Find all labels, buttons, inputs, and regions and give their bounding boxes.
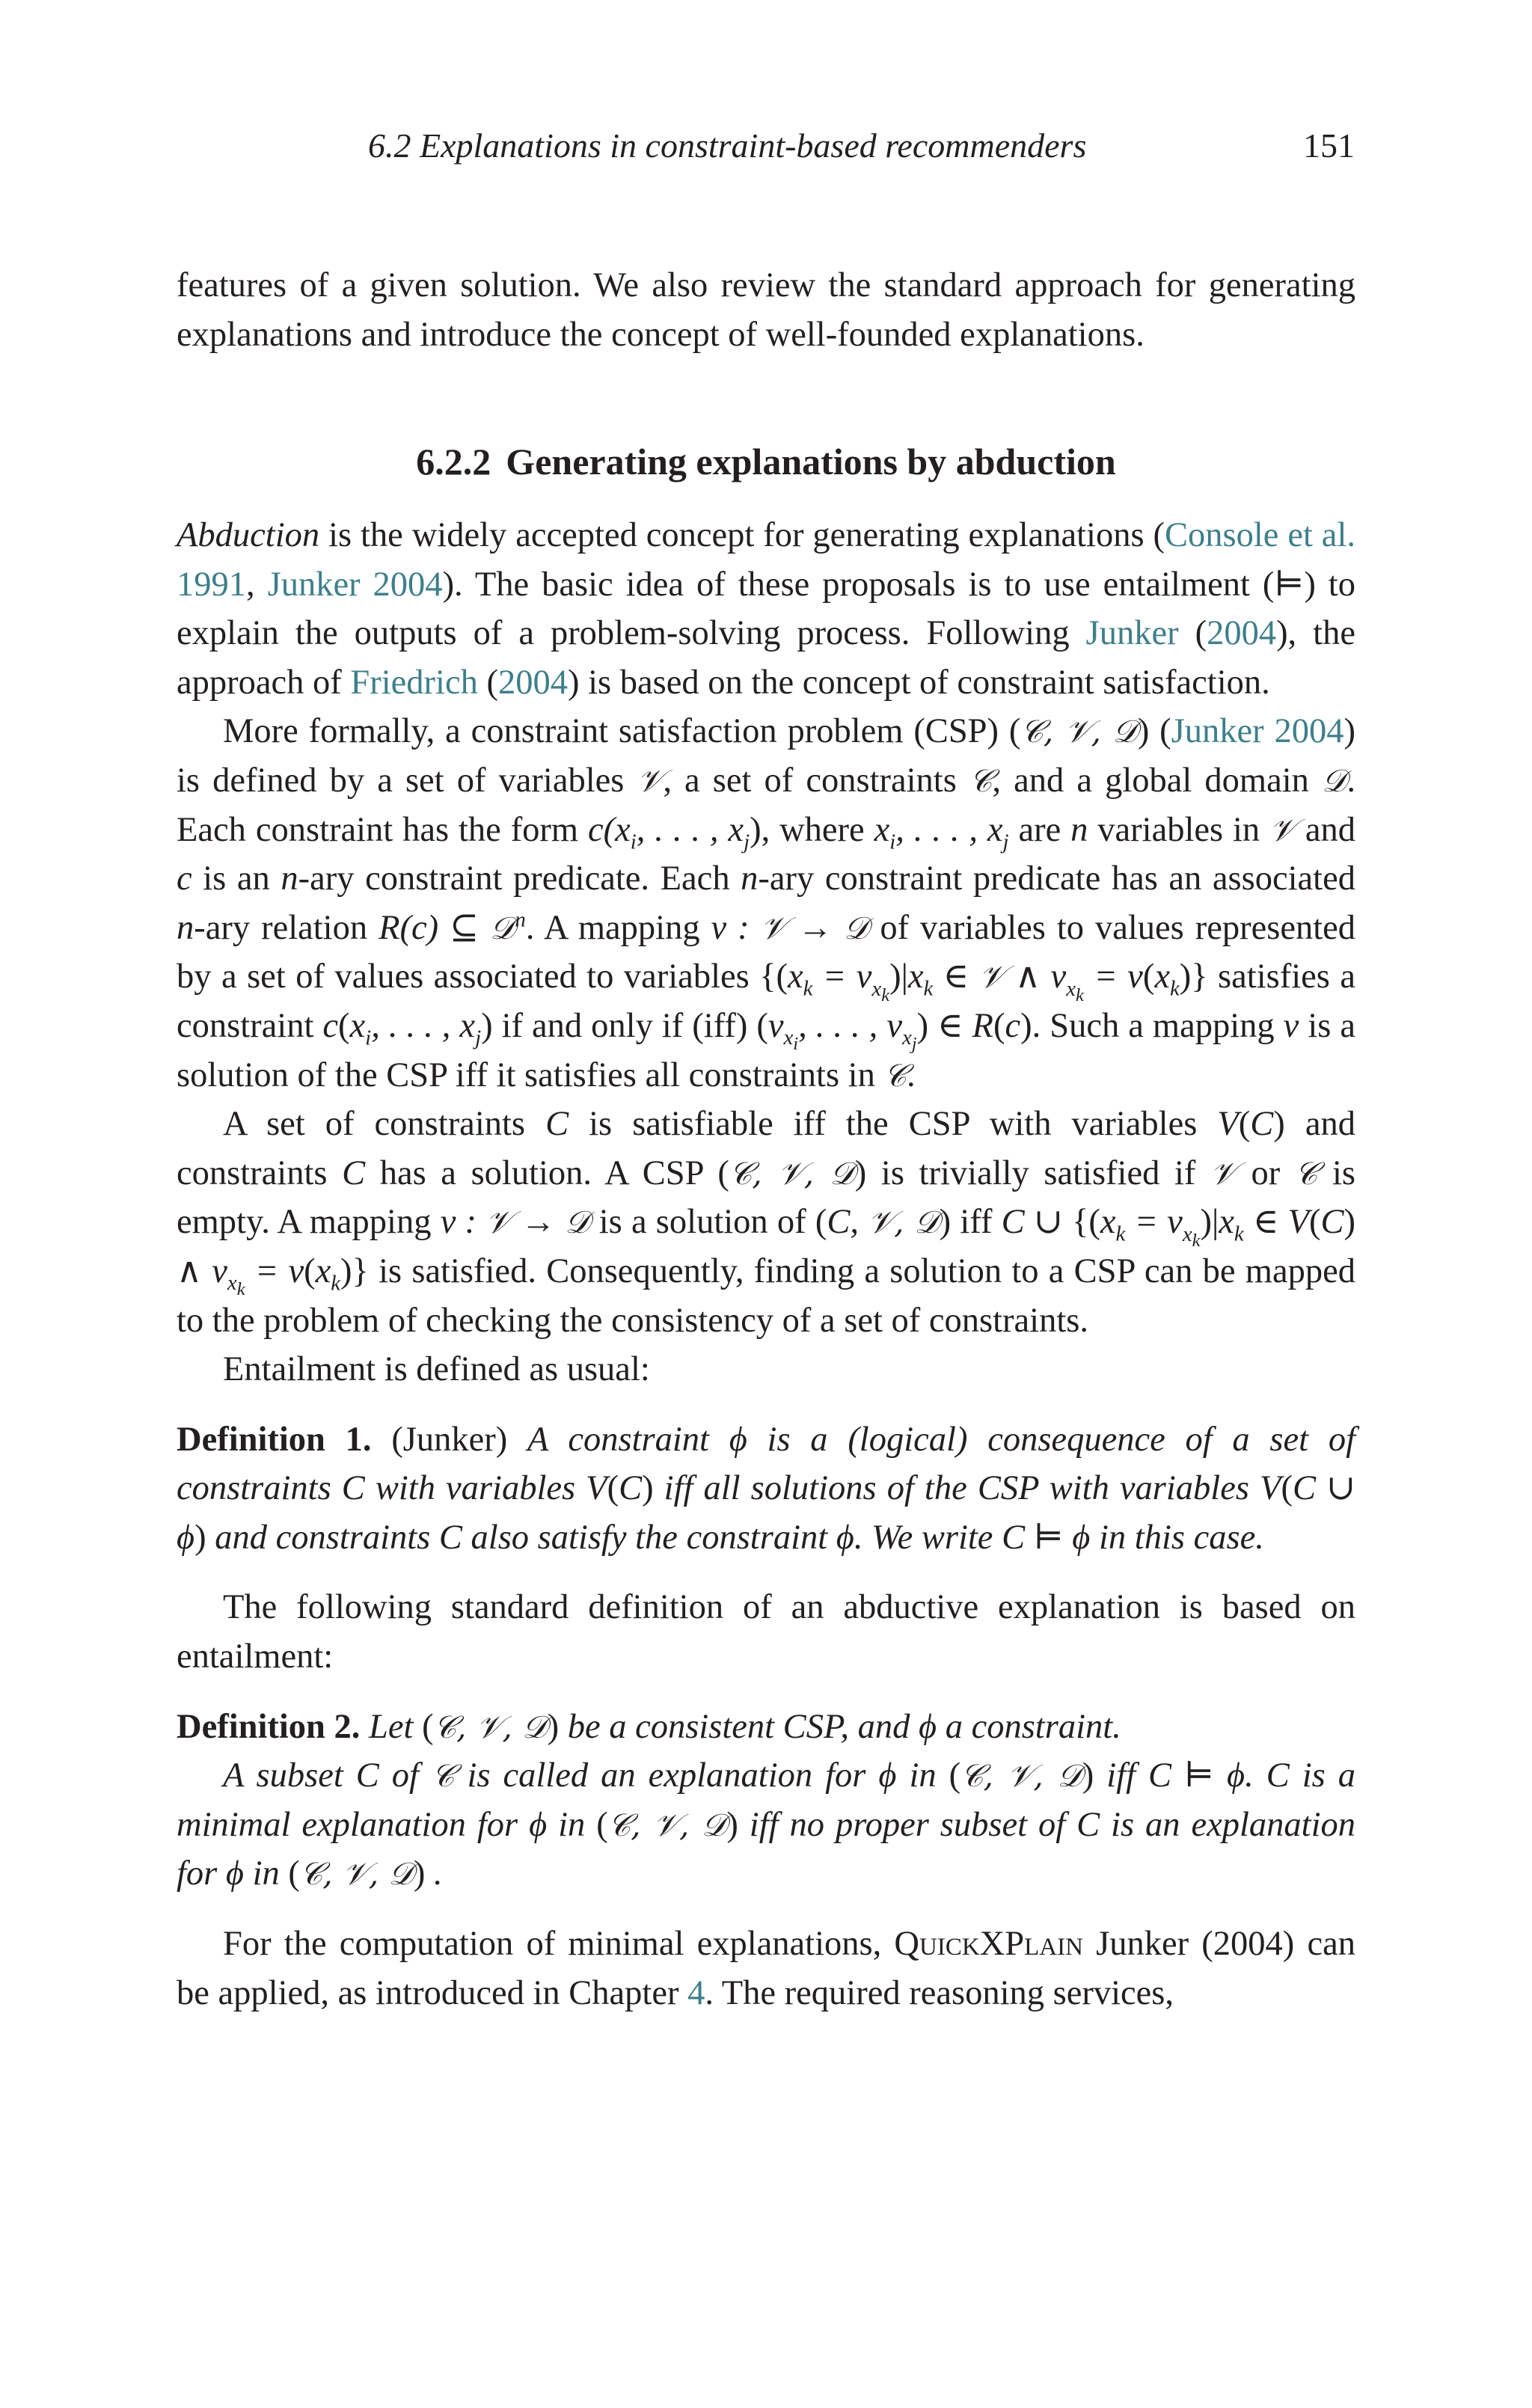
citation-link[interactable]: Junker 2004 <box>1171 712 1344 751</box>
paragraph-entailment: Entailment is defined as usual: <box>223 1350 650 1389</box>
text-run: are <box>1008 810 1071 849</box>
math: $c(x_i$, . . . , $x_j$ <box>588 810 750 854</box>
math: v : 𝒱 → 𝒟 <box>440 1203 590 1242</box>
running-title: 6.2 Explanations in constraint-based recommenders <box>368 126 1087 165</box>
text-run: is an <box>192 860 281 898</box>
math: 𝒱 <box>637 762 664 799</box>
citation-link[interactable]: Junker 2004 <box>267 565 443 604</box>
citation-link[interactable]: 2004 <box>497 663 568 702</box>
math: n <box>741 860 759 898</box>
text-run: -ary relation <box>194 908 379 947</box>
paragraph-abductive-explanation: The following standard definition of an abductive explanation is based on entailment: <box>177 1588 1355 1676</box>
citation-link[interactable]: Junker <box>1085 614 1179 653</box>
text-run: -ary constraint predicate. Each <box>298 860 741 898</box>
math: c <box>177 860 192 898</box>
text-run: ), where <box>750 810 874 849</box>
term-abduction: Abduction <box>177 516 320 554</box>
math: C <box>545 1105 569 1144</box>
page-number: 151 <box>1303 126 1355 165</box>
text-run: if and only if (iff) <box>492 1006 757 1045</box>
text-run: . Each constraint has the form <box>177 761 1355 849</box>
paragraph-quickxplain <box>177 1920 1355 2018</box>
text-run: and constraints <box>177 1105 1355 1192</box>
text-run: is empty. A mapping <box>177 1154 1355 1242</box>
math: 𝒱 <box>1269 811 1296 848</box>
definition-2-body: A subset C of 𝒞 is called an explanation for ϕ in (𝒞, 𝒱, 𝒟) iff C ⊨ ϕ. C is a minimal explanation for ϕ in (𝒞, 𝒱, 𝒟) iff no proper subset of C is an explanation for ϕ in (𝒞, 𝒱, 𝒟) . <box>177 1756 1355 1893</box>
text-run: . Such a mapping <box>1032 1006 1284 1045</box>
text-run: is satisfied. Consequently, finding a solution to a CSP can be mapped to the problem of checking the consistency of a set of constraints. <box>177 1252 1355 1340</box>
text-run: of variables to values represented by a set of values associated to variables <box>177 908 1356 996</box>
math: (𝒞, 𝒱, 𝒟) <box>717 1154 867 1192</box>
text-run: . The required reasoning services, <box>705 1973 1174 2012</box>
math: ($v_{x_i}$, . . . , $v_{x_j}$) ∈ R(c) <box>756 1006 1032 1054</box>
text-run: is a solution of <box>589 1203 815 1242</box>
text-run: ), the approach of <box>177 614 1355 702</box>
math: n <box>1070 810 1088 849</box>
text-run: or <box>1236 1154 1295 1192</box>
text-run: iff <box>951 1203 1002 1242</box>
section-title: Generating explanations by abduction <box>506 441 1116 482</box>
text-run: ( <box>477 663 498 702</box>
text-run: satisfies a constraint <box>177 958 1355 1045</box>
math: n <box>281 860 298 898</box>
citation-link[interactable]: Console et al. 1991 <box>177 516 1355 604</box>
text-run: ) is based on the concept of constraint satisfaction. <box>567 663 1270 702</box>
math: $c(x_i$, . . . , $x_j$) <box>322 1006 493 1050</box>
text-run: For the computation of minimal explanations, <box>223 1925 895 1964</box>
math: V(C) <box>1217 1105 1285 1144</box>
algorithm-name: QuickXPlain <box>894 1925 1083 1964</box>
text-run: ). The basic idea of these proposals is to use entailment (⊨) to explain the outputs of a problem-solving process. Following <box>177 565 1355 653</box>
text-run: ) ( <box>1137 712 1171 751</box>
text-run: and <box>1295 810 1355 849</box>
text-run: Junker (2004) can be applied, as introduced in Chapter <box>177 1925 1355 2012</box>
math: R(c) ⊆ 𝒟$^n$ <box>379 907 526 947</box>
definition-attribution: (Junker) <box>371 1420 528 1459</box>
chapter-link[interactable]: 4 <box>687 1973 705 2012</box>
math: v : 𝒱 → 𝒟 <box>711 908 869 947</box>
math: 𝒞 <box>1294 1154 1318 1192</box>
body-text <box>177 511 1355 2018</box>
citation-link[interactable]: Friedrich <box>350 663 478 702</box>
math: v <box>1283 1006 1299 1045</box>
text-run: ) is defined by a set of variables <box>177 712 1355 800</box>
text-run: , a set of constraints <box>663 761 969 800</box>
intro-block <box>177 261 1355 359</box>
math: 𝒞 <box>969 762 993 799</box>
math: 𝒟 <box>1321 762 1347 799</box>
text-run: is a solution of the CSP iff it satisfies all constraints in <box>177 1006 1356 1094</box>
math: 𝒞 <box>883 1056 907 1094</box>
definition-2 <box>177 1703 1355 1752</box>
definition-label: Definition 2. <box>177 1707 361 1746</box>
text-run: , and a global domain <box>992 761 1322 800</box>
paragraph-csp-definition <box>177 707 1355 1100</box>
math: n <box>177 908 194 947</box>
definition-label: Definition 1. <box>177 1420 372 1459</box>
math: 𝒞, 𝒱, 𝒟 <box>1020 713 1138 750</box>
text-run: is satisfiable iff the CSP with variables <box>569 1105 1218 1144</box>
text-run: , <box>246 565 268 604</box>
math: $x_i$, . . . , $x_j$ <box>874 810 1009 854</box>
text-run: A set of constraints <box>223 1105 546 1144</box>
math: C ∪ {$(x_k = v_{x_k})|x_k$ ∈ V(C) ∧ $v_{x_k} = v(x_k)$} <box>177 1203 1356 1299</box>
math: 𝒱 <box>1210 1154 1237 1192</box>
paragraph-satisfiability <box>177 1100 1355 1345</box>
text-run: has a solution. A CSP <box>365 1154 718 1192</box>
section-heading <box>177 440 1355 483</box>
paragraph-abduction <box>177 511 1355 707</box>
section-number: 6.2.2 <box>416 441 491 482</box>
math: C <box>342 1154 366 1192</box>
definition-body: A constraint ϕ is a (logical) consequence of a set of constraints C with variables V(C) iff all solutions of the CSP with variables V(C ∪ ϕ) and constraints C also satisfy the constraint ϕ. We write C ⊨ ϕ in this case. <box>177 1420 1356 1557</box>
text-run: . <box>906 1056 916 1094</box>
math: (C, 𝒱, 𝒟) <box>815 1203 952 1242</box>
definition-body: Let (𝒞, 𝒱, 𝒟) be a consistent CSP, and ϕ a constraint. <box>360 1707 1121 1746</box>
text-run: -ary constraint predicate has an associated <box>758 860 1355 898</box>
intro-paragraph: features of a given solution. We also review the standard approach for generating explanations and introduce the concept of well-founded explanations. <box>177 266 1355 354</box>
citation-link[interactable]: 2004 <box>1207 614 1277 653</box>
text-run: ( <box>1178 614 1207 653</box>
text-run: . A mapping <box>525 908 711 947</box>
math: {$(x_k = v_{x_k})|x_k$ ∈ 𝒱 ∧ $v_{x_k} = v(x_k)$} <box>759 958 1208 1005</box>
text-run: is trivially satisfied if <box>866 1154 1210 1192</box>
running-head <box>0 126 1532 171</box>
text-run: variables in <box>1088 810 1270 849</box>
text-run: is the widely accepted concept for generating explanations ( <box>319 516 1165 554</box>
text-run: More formally, a constraint satisfaction problem (CSP) ( <box>223 712 1021 751</box>
definition-1 <box>177 1415 1355 1563</box>
